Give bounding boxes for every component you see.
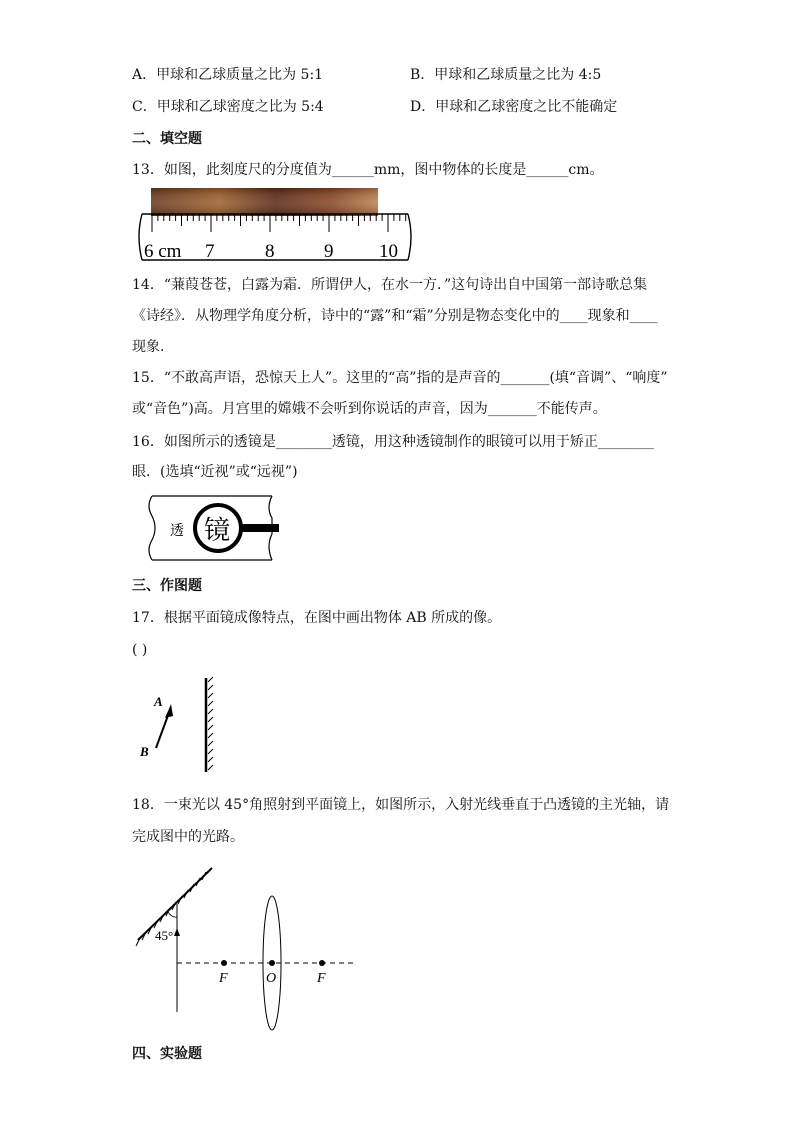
- q16-line2: 眼．(选填“近视”或“远视”): [132, 464, 298, 480]
- label-a: A: [154, 694, 163, 709]
- q17-text: 17．根据平面镜成像特点，在图中画出物体 AB 所成的像。: [132, 610, 502, 626]
- q12-option-b: B．甲球和乙球质量之比为 4:5: [410, 67, 602, 83]
- q12-option-d: D．甲球和乙球密度之比不能确定: [410, 99, 618, 115]
- q15-line1: 15．“不敢高声语，恐惊天上人”。这里的“高”指的是声音的_______(填“音调”、“响度”: [132, 370, 668, 386]
- label-b: B: [140, 744, 149, 759]
- ruler-label-6cm: 6 cm: [144, 241, 182, 262]
- q14-line2: 《诗经》．从物理学角度分析，诗中的“露”和“霜”分别是物态变化中的____现象和____: [132, 308, 658, 324]
- section-fill-in-heading: 二、填空题: [132, 131, 202, 147]
- ruler-label-8: 8: [265, 241, 275, 262]
- measured-object: [151, 188, 378, 216]
- q14-line3: 现象．: [132, 339, 174, 355]
- ruler-figure: [136, 186, 412, 264]
- q13-text: 13．如图，此刻度尺的分度值为______mm，图中物体的长度是______cm。: [132, 162, 604, 178]
- label-f-right: F: [317, 971, 326, 986]
- fig-text-jing-magnified: 镜: [204, 516, 231, 546]
- label-f-left: F: [219, 971, 228, 986]
- q18-line2: 完成图中的光路。: [132, 829, 244, 845]
- q15-line2: 或“音色”)高。月宫里的嫦娥不会听到你说话的声音，因为_______不能传声。: [132, 401, 607, 417]
- q18-line1: 18．一束光以 45°角照射到平面镜上，如图所示，入射光线垂直于凸透镜的主光轴，请: [132, 797, 670, 813]
- section-experiment-heading: 四、实验题: [132, 1046, 202, 1062]
- q14-line1: 14．“蒹葭苍苍，白露为霜．所谓伊人，在水一方．”这句诗出自中国第一部诗歌总集: [132, 277, 648, 293]
- focal-point-left: [221, 960, 227, 966]
- q12-option-a: A．甲球和乙球质量之比为 5:1: [132, 67, 324, 83]
- q12-option-c: C．甲球和乙球密度之比为 5:4: [132, 99, 324, 115]
- section-drawing-heading: 三、作图题: [132, 578, 202, 594]
- ruler-label-9: 9: [324, 241, 334, 262]
- ruler-label-7: 7: [205, 241, 215, 262]
- focal-point-right: [319, 960, 325, 966]
- lens-over-text-figure: [144, 494, 284, 564]
- label-o: O: [266, 971, 277, 986]
- mirror-lens-light-path-figure: [134, 864, 362, 1032]
- ruler-label-10: 10: [379, 241, 398, 262]
- ray-arrow-icon: [174, 928, 180, 936]
- fig-text-tou: 透: [170, 523, 184, 539]
- q16-line1: 16．如图所示的透镜是________透镜，用这种透镜制作的眼镜可以用于矫正________: [132, 434, 654, 450]
- plane-mirror-ab-figure: [132, 674, 222, 776]
- arrow-head-icon: [165, 704, 173, 718]
- q17-answer-blank: ( ): [132, 642, 148, 658]
- optical-center: [269, 960, 275, 966]
- angle-label: 45°: [155, 928, 174, 943]
- magnifier-handle: [241, 524, 279, 532]
